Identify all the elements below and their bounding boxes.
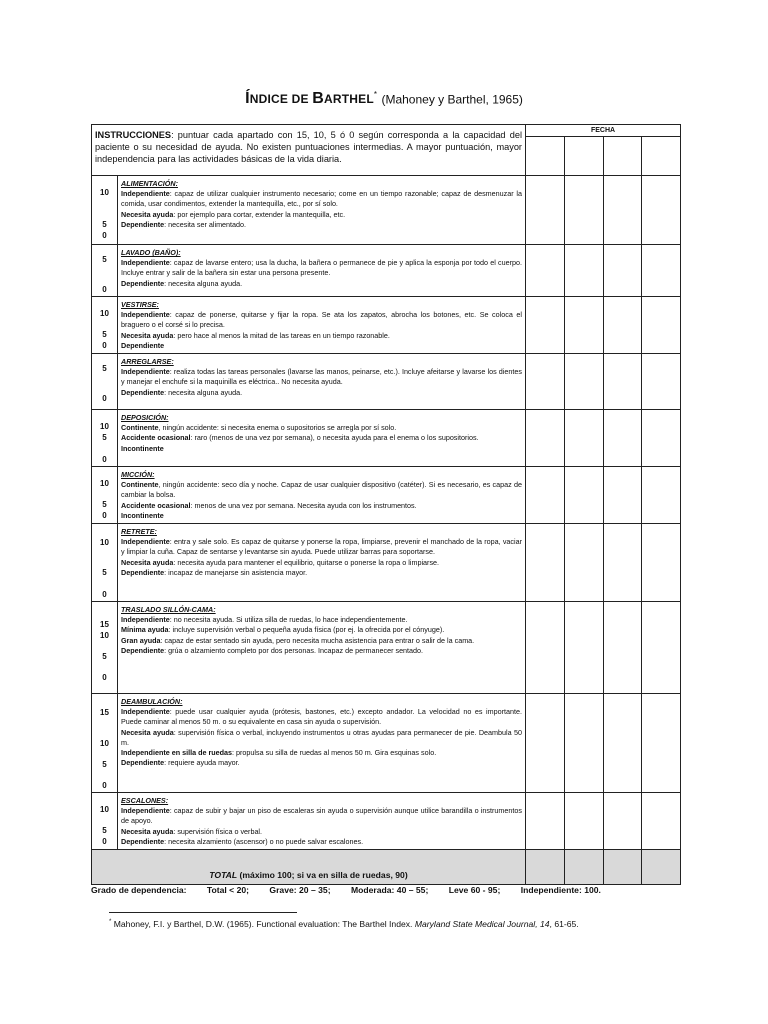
date-cell[interactable]	[565, 176, 604, 245]
item-title: DEAMBULACIÓN:	[121, 697, 183, 707]
score-value: 10	[100, 631, 109, 641]
score-value: 5	[102, 826, 107, 836]
level-label: Independiente	[121, 367, 170, 377]
title-main: ÍNDICE DE BARTHEL	[245, 90, 374, 108]
item-title: LAVADO (BAÑO):	[121, 248, 181, 257]
date-cell[interactable]	[526, 410, 565, 467]
item-title: VESTIRSE:	[121, 300, 159, 309]
score-value: 5	[102, 652, 107, 662]
date-cell[interactable]	[565, 524, 604, 602]
level-label: Incontinente	[121, 443, 164, 453]
total-score-cell[interactable]	[526, 850, 565, 885]
date-cell[interactable]	[565, 410, 604, 467]
level-label: Independiente	[121, 707, 170, 717]
level-label: Dependiente	[121, 567, 165, 577]
level-text: : supervisión física o verbal, incluyendo instrumentos u otras ayudas para permanecer de pie. Deambula 50 m.	[121, 727, 522, 747]
date-cell[interactable]	[604, 410, 642, 467]
footnote: * Mahoney, F.I. y Barthel, D.W. (1965). Functional evaluation: The Barthel Index. Maryland State Medical Journal, 14, 61-65.	[109, 919, 579, 929]
date-cell[interactable]	[565, 467, 604, 524]
score-value: 5	[102, 220, 107, 229]
date-cell[interactable]	[526, 245, 565, 297]
date-cell[interactable]	[642, 524, 681, 602]
instructions-cell	[92, 125, 526, 176]
level-text: : necesita alzamiento (ascensor) o no puede salvar escalones.	[164, 836, 364, 846]
level-text: : puede usar cualquier ayuda (prótesis, bastones, etc.) excepto andador. La velocidad no es importante. Puede caminar al menos 50 m. o su equivalente en casa sin ayuda o supervisión.	[121, 707, 522, 727]
level-label: Dependiente	[121, 645, 165, 655]
level-line	[121, 258, 522, 278]
total-label	[92, 850, 526, 885]
footnote-divider	[109, 912, 297, 913]
date-cell[interactable]	[526, 354, 565, 410]
item-description	[118, 524, 526, 602]
item-description	[118, 602, 526, 694]
date-cell[interactable]	[526, 467, 565, 524]
date-cell[interactable]	[642, 354, 681, 410]
item-description	[118, 467, 526, 524]
total-note: (máximo 100; si va en silla de ruedas, 90)	[237, 870, 408, 881]
score-value: 0	[102, 285, 107, 294]
date-cell[interactable]	[604, 602, 642, 694]
score-value: 0	[102, 781, 107, 791]
item-description	[118, 176, 526, 245]
item-row	[92, 410, 681, 467]
date-cell[interactable]	[604, 793, 642, 850]
instructions-text: : puntuar cada apartado con 15, 10, 5 ó 0 según corresponda a la capacidad del paciente o su necesidad de ayuda. No existen puntuaciones intermedias. A mayor puntuación, mayor independencia para las actividades básicas de la vida diaria.	[95, 130, 522, 164]
level-text: : necesita alguna ayuda.	[164, 278, 243, 288]
score-value: 0	[102, 590, 107, 600]
instructions-label: INSTRUCCIONES	[95, 130, 172, 140]
level-line	[121, 210, 522, 220]
level-text: : realiza todas las tareas personales (lavarse las manos, peinarse, etc.). Incluye afeitarse y lavarse los dientes y manejar el enchufe si la maquinilla es eléctrica.. No necesita ayuda.	[121, 367, 522, 387]
barthel-table	[91, 124, 681, 885]
level-line	[121, 837, 522, 847]
level-line	[121, 331, 522, 341]
level-label: Accidente ocasional	[121, 500, 191, 510]
total-row	[92, 850, 681, 885]
level-label: Dependiente	[121, 387, 165, 397]
date-cell[interactable]	[565, 245, 604, 297]
level-label: Dependiente	[121, 278, 165, 288]
level-line	[121, 444, 522, 454]
level-text: : supervisión física o verbal.	[173, 826, 263, 836]
level-line	[121, 568, 522, 578]
date-cell[interactable]	[604, 137, 642, 176]
date-cell[interactable]	[642, 297, 681, 354]
score-value: 10	[100, 739, 109, 749]
level-text: : menos de una vez por semana. Necesita ayuda con los instrumentos.	[190, 500, 417, 510]
item-description	[118, 793, 526, 850]
grado-total: Total < 20;	[206, 885, 250, 895]
date-cell[interactable]	[604, 245, 642, 297]
total-score-cell[interactable]	[604, 850, 642, 885]
level-label: Independiente	[121, 258, 170, 268]
grado-grave: Grave: 20 – 35;	[269, 885, 331, 895]
item-title: TRASLADO SILLÓN-CAMA:	[121, 605, 216, 615]
score-value: 0	[102, 231, 107, 240]
level-label: Dependiente	[121, 340, 165, 350]
footnote-mark: *	[109, 919, 112, 926]
level-line	[121, 748, 522, 758]
score-value: 5	[102, 364, 107, 374]
level-label: Necesita ayuda	[121, 330, 174, 340]
level-text: : capaz de lavarse entero; usa la ducha, la bañera o permanece de pie y aplica la esponja por todo el cuerpo. Incluye entrar y salir de la bañera sin estar una persona presente.	[121, 258, 522, 278]
level-label: Independiente	[121, 310, 170, 320]
grado-leve: Leve 60 - 95;	[448, 885, 501, 895]
level-line	[121, 501, 522, 511]
total-score-cell[interactable]	[642, 850, 681, 885]
item-title: ALIMENTACIÓN:	[121, 179, 178, 188]
level-text: : propulsa su silla de ruedas al menos 50 m. Gira esquinas solo.	[232, 748, 437, 758]
date-cell[interactable]	[565, 602, 604, 694]
score-value: 10	[100, 422, 109, 432]
level-text: : incluye supervisión verbal o pequeña ayuda física (por ej. la ofrecida por el cónyuge).	[168, 625, 445, 635]
item-row	[92, 602, 681, 694]
score-value: 10	[100, 309, 109, 318]
date-cell[interactable]	[526, 137, 565, 176]
item-title: ARREGLARSE:	[121, 357, 174, 367]
item-description	[118, 245, 526, 297]
level-text: : necesita ser alimentado.	[164, 219, 247, 229]
level-label: Mínima ayuda	[121, 625, 169, 635]
date-cell[interactable]	[604, 176, 642, 245]
date-cell[interactable]	[604, 467, 642, 524]
date-cell[interactable]	[604, 694, 642, 793]
level-text: : entra y sale solo. Es capaz de quitarse y ponerse la ropa, limpiarse, prevenir el manchado de la ropa, vaciar y limpiar la cuña. Capaz de sentarse y levantarse sin ayuda. Puede utilizar barras para soportarse.	[121, 537, 522, 557]
date-cell[interactable]	[642, 467, 681, 524]
score-value: 10	[100, 188, 109, 197]
grado-label: Grado de dependencia:	[91, 885, 187, 895]
level-text: : pero hace al menos la mitad de las tareas en un tiempo razonable.	[173, 330, 390, 340]
item-title: ESCALONES:	[121, 796, 169, 806]
document-title	[0, 90, 768, 108]
score-cell	[92, 467, 118, 524]
level-label: Gran ayuda	[121, 635, 161, 645]
date-cell[interactable]	[642, 694, 681, 793]
level-line	[121, 646, 522, 656]
date-cell[interactable]	[604, 524, 642, 602]
score-value: 5	[102, 330, 107, 339]
score-value: 0	[102, 394, 107, 404]
item-title: MICCIÓN:	[121, 470, 155, 480]
date-cell[interactable]	[642, 245, 681, 297]
level-line	[121, 537, 522, 557]
score-value: 15	[100, 620, 109, 630]
item-row	[92, 524, 681, 602]
item-description	[118, 297, 526, 354]
item-row	[92, 694, 681, 793]
level-line	[121, 423, 522, 433]
level-line	[121, 707, 522, 727]
level-label: Independiente	[121, 615, 170, 625]
date-cell[interactable]	[526, 524, 565, 602]
score-value: 0	[102, 837, 107, 847]
level-text: : necesita ayuda para mantener el equilibrio, quitarse o ponerse la ropa o limpiarse.	[173, 557, 440, 567]
date-cell[interactable]	[526, 297, 565, 354]
title-footnote-mark: *	[373, 90, 378, 99]
score-cell	[92, 694, 118, 793]
date-cell[interactable]	[565, 793, 604, 850]
level-line	[121, 279, 522, 289]
level-line	[121, 433, 522, 443]
level-text: : capaz de ponerse, quitarse y fijar la ropa. Se ata los zapatos, abrocha los botones, etc. Se coloca el braguero o el corsé si lo precisa.	[121, 310, 522, 330]
date-cell[interactable]	[642, 176, 681, 245]
level-label: Necesita ayuda	[121, 557, 174, 567]
level-text: : raro (menos de una vez por semana), o necesita ayuda para el enema o los supositorios.	[190, 433, 479, 443]
item-row	[92, 793, 681, 850]
level-line	[121, 220, 522, 230]
level-line	[121, 625, 522, 635]
level-line	[121, 310, 522, 330]
level-text: : capaz de subir y bajar un piso de escaleras sin ayuda o supervisión aunque utilice barandilla o instrumentos de apoyo.	[121, 806, 522, 826]
item-description	[118, 694, 526, 793]
level-text: : incapaz de manejarse sin asistencia mayor.	[164, 567, 308, 577]
level-text: , ningún accidente: si necesita enema o supositorios se arregla por sí solo.	[158, 423, 397, 433]
score-value: 0	[102, 511, 107, 521]
date-cell[interactable]	[642, 793, 681, 850]
score-value: 10	[100, 805, 109, 815]
score-value: 10	[100, 538, 109, 548]
score-value: 0	[102, 341, 107, 350]
score-value: 5	[102, 500, 107, 510]
level-text: , ningún accidente: seco día y noche. Capaz de usar cualquier dispositivo (catéter). Si es necesario, es capaz de cambiar la bolsa.	[121, 480, 522, 500]
level-label: Necesita ayuda	[121, 826, 174, 836]
level-text: : capaz de estar sentado sin ayuda, pero necesita mucha asistencia para entrar o salir de la cama.	[160, 635, 475, 645]
footnote-journal: Maryland State Medical Journal, 14	[414, 919, 550, 929]
score-value: 5	[102, 568, 107, 578]
level-label: Continente	[121, 480, 159, 490]
item-row	[92, 467, 681, 524]
score-cell	[92, 297, 118, 354]
level-line	[121, 806, 522, 826]
dependency-grades	[91, 885, 691, 895]
score-value: 15	[100, 708, 109, 718]
level-text: : capaz de utilizar cualquier instrumento necesario; come en un tiempo razonable; capaz de desmenuzar la comida, usar condimentos, extender la mantequilla, etc., por sí solo.	[121, 189, 522, 209]
item-row	[92, 176, 681, 245]
level-label: Necesita ayuda	[121, 727, 174, 737]
level-label: Accidente ocasional	[121, 433, 191, 443]
score-value: 5	[102, 433, 107, 443]
level-line	[121, 480, 522, 500]
level-label: Independiente	[121, 189, 170, 199]
date-cell[interactable]	[526, 176, 565, 245]
grado-independiente: Independiente: 100.	[520, 885, 601, 895]
level-line	[121, 558, 522, 568]
score-value: 0	[102, 455, 107, 465]
score-value: 0	[102, 673, 107, 683]
score-cell	[92, 602, 118, 694]
item-description	[118, 354, 526, 410]
fecha-header: FECHA	[526, 125, 681, 137]
level-line	[121, 758, 522, 768]
date-cell[interactable]	[526, 694, 565, 793]
item-title: DEPOSICIÓN:	[121, 413, 169, 423]
level-label: Incontinente	[121, 510, 164, 520]
item-description	[118, 410, 526, 467]
level-line	[121, 827, 522, 837]
score-cell	[92, 245, 118, 297]
level-text: : por ejemplo para cortar, extender la mantequilla, etc.	[173, 209, 346, 219]
level-text: : no necesita ayuda. Si utiliza silla de ruedas, lo hace independientemente.	[169, 615, 408, 625]
item-title: RETRETE:	[121, 527, 157, 537]
date-cell[interactable]	[565, 297, 604, 354]
level-label: Independiente	[121, 806, 170, 816]
level-text: : requiere ayuda mayor.	[164, 758, 240, 768]
grado-moderada: Moderada: 40 – 55;	[350, 885, 429, 895]
total-word: TOTAL	[209, 870, 238, 881]
level-label: Necesita ayuda	[121, 209, 174, 219]
date-cell[interactable]	[604, 354, 642, 410]
level-label: Dependiente	[121, 836, 165, 846]
item-row	[92, 297, 681, 354]
instructions-row	[92, 125, 681, 137]
level-line	[121, 388, 522, 398]
date-cell[interactable]	[604, 297, 642, 354]
date-cell[interactable]	[642, 410, 681, 467]
level-line	[121, 636, 522, 646]
date-cell[interactable]	[642, 602, 681, 694]
level-label: Continente	[121, 423, 159, 433]
score-value: 5	[102, 760, 107, 770]
score-value: 10	[100, 479, 109, 489]
level-line	[121, 367, 522, 387]
level-label: Dependiente	[121, 219, 165, 229]
score-cell	[92, 793, 118, 850]
level-text: : necesita alguna ayuda.	[164, 387, 243, 397]
score-cell	[92, 354, 118, 410]
level-text: : grúa o alzamiento completo por dos personas. Incapaz de permanecer sentado.	[164, 645, 424, 655]
date-cell[interactable]	[565, 354, 604, 410]
level-label: Independiente	[121, 537, 170, 547]
level-label: Independiente en silla de ruedas	[121, 748, 233, 758]
level-line	[121, 341, 522, 351]
date-cell[interactable]	[642, 137, 681, 176]
score-cell	[92, 410, 118, 467]
title-subtitle: (Mahoney y Barthel, 1965)	[381, 92, 523, 107]
level-line	[121, 728, 522, 748]
total-score-cell[interactable]	[565, 850, 604, 885]
level-line	[121, 189, 522, 209]
level-label: Dependiente	[121, 758, 165, 768]
level-line	[121, 511, 522, 521]
score-cell	[92, 176, 118, 245]
date-cell[interactable]	[526, 793, 565, 850]
score-cell	[92, 524, 118, 602]
item-row	[92, 354, 681, 410]
item-row	[92, 245, 681, 297]
date-cell[interactable]	[526, 602, 565, 694]
score-value: 5	[102, 255, 107, 264]
date-cell[interactable]	[565, 694, 604, 793]
date-cell[interactable]	[565, 137, 604, 176]
level-line	[121, 615, 522, 625]
